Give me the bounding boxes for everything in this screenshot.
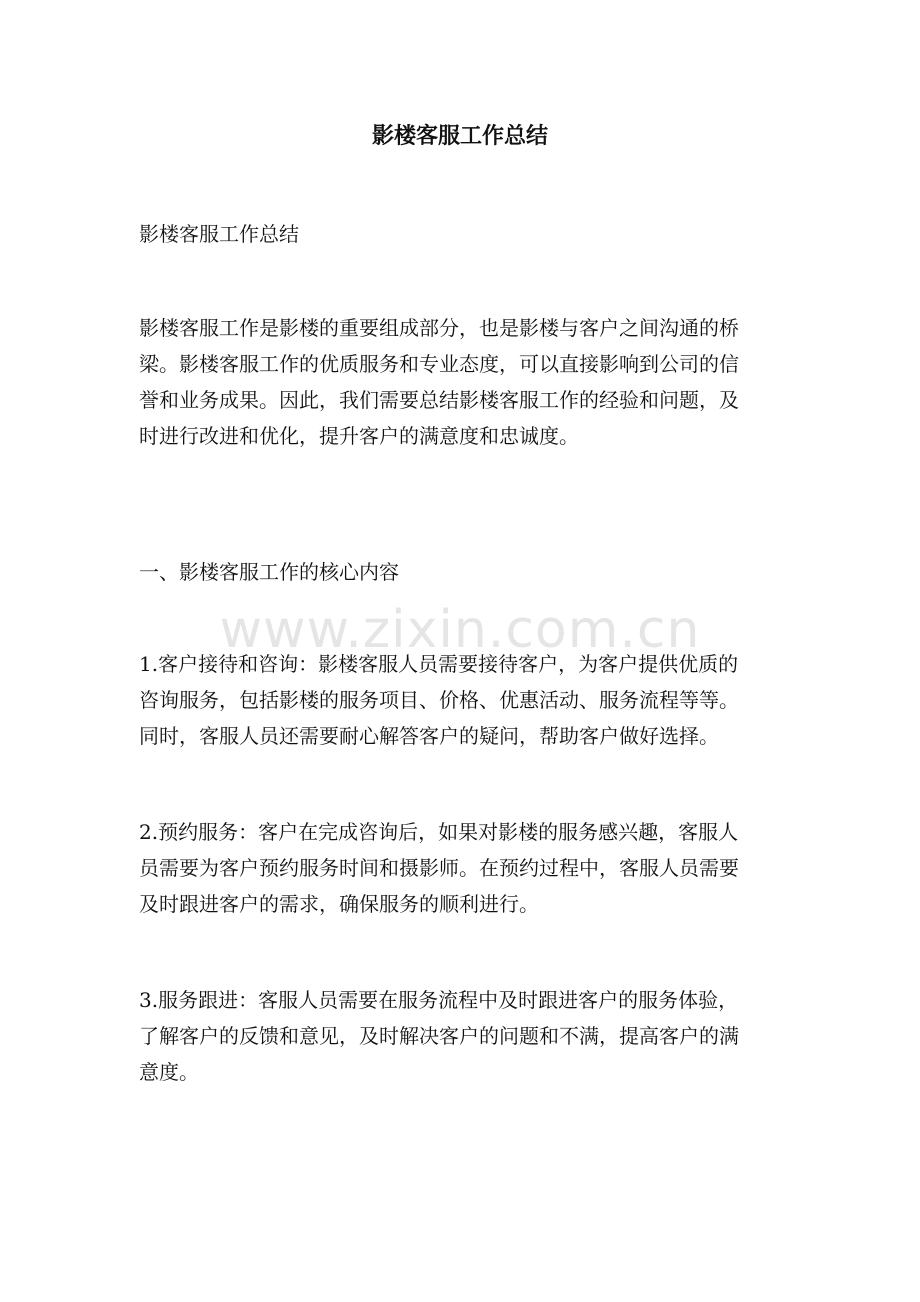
document-subtitle: 影楼客服工作总结	[139, 222, 299, 246]
list-item: 3.服务跟进：客服人员需要在服务流程中及时跟进客户的服务体验， 了解客户的反馈和意见，及时解决客户的问题和不满，提高客户的满 意度。	[139, 988, 739, 1084]
section-heading: 一、影楼客服工作的核心内容	[139, 560, 399, 584]
intro-paragraph: 影楼客服工作是影楼的重要组成部分，也是影楼与客户之间沟通的桥 梁。影楼客服工作的优质服务和专业态度，可以直接影响到公司的信 誉和业务成果。因此，我们需要总结影楼客服工作的经验和问题，及 时进行改进和优化，提升客户的满意度和忠诚度。	[139, 316, 739, 448]
watermark: www.zixin.com.cn	[219, 600, 701, 660]
document-title: 影楼客服工作总结	[371, 123, 548, 149]
list-item: 1.客户接待和咨询：影楼客服人员需要接待客户，为客户提供优质的 咨询服务，包括影楼的服务项目、价格、优惠活动、服务流程等等。 同时，客服人员还需要耐心解答客户的疑问，帮助客户做好选择。	[139, 652, 739, 748]
list-item: 2.预约服务：客户在完成咨询后，如果对影楼的服务感兴趣，客服人 员需要为客户预约服务时间和摄影师。在预约过程中，客服人员需要 及时跟进客户的需求，确保服务的顺利进行。	[139, 820, 739, 916]
